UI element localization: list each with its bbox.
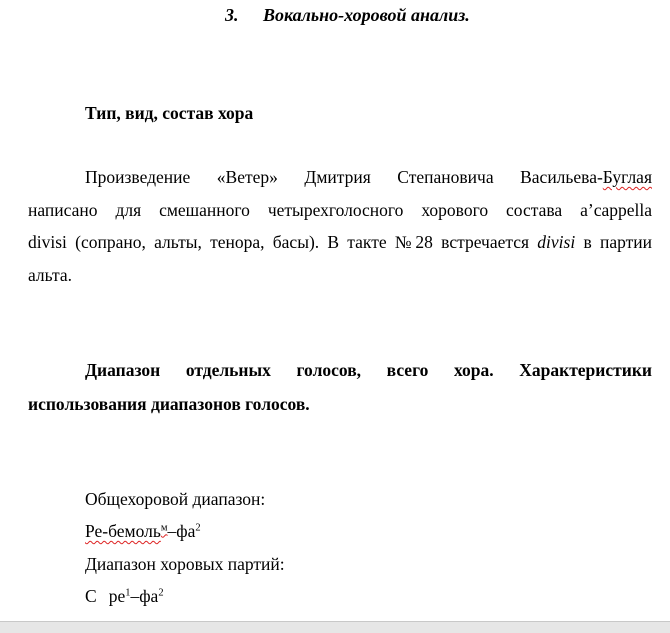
parts-range-label: Диапазон хоровых партий: <box>85 554 285 574</box>
horizontal-scrollbar[interactable] <box>0 621 670 633</box>
subheading-range-line-2: использования диапазонов голосов. <box>28 394 310 414</box>
soprano-range: С $ре^1-фа^2$ <box>85 586 164 606</box>
paragraph-line-3: divisi (сопрано, альты, тенора, басы). В такте №28 встречается divisi в партии <box>28 232 652 252</box>
subheading-range-line-1: Диапазон отдельных голосов, всего хора. Характеристики <box>85 360 652 380</box>
section-number: 3. <box>225 5 239 25</box>
subheading-choir-type: Тип, вид, состав хора <box>85 103 254 123</box>
spellcheck-word: Буглая <box>602 167 652 187</box>
general-range-label: Общехоровой диапазон: <box>85 489 266 509</box>
general-range-value: $Ре-бемоль^м-фа^2$ <box>85 521 201 541</box>
section-title: Вокально-хоровой анализ. <box>263 5 470 25</box>
paragraph-line-1: Произведение «Ветер» Дмитрия Степановича Васильева-Буглая <box>85 167 652 187</box>
paragraph-line-2: написано для смешанного четырехголосного хорового состава a’cappella <box>28 200 652 220</box>
section-heading <box>225 5 470 25</box>
paragraph-line-4: альта. <box>28 265 72 285</box>
